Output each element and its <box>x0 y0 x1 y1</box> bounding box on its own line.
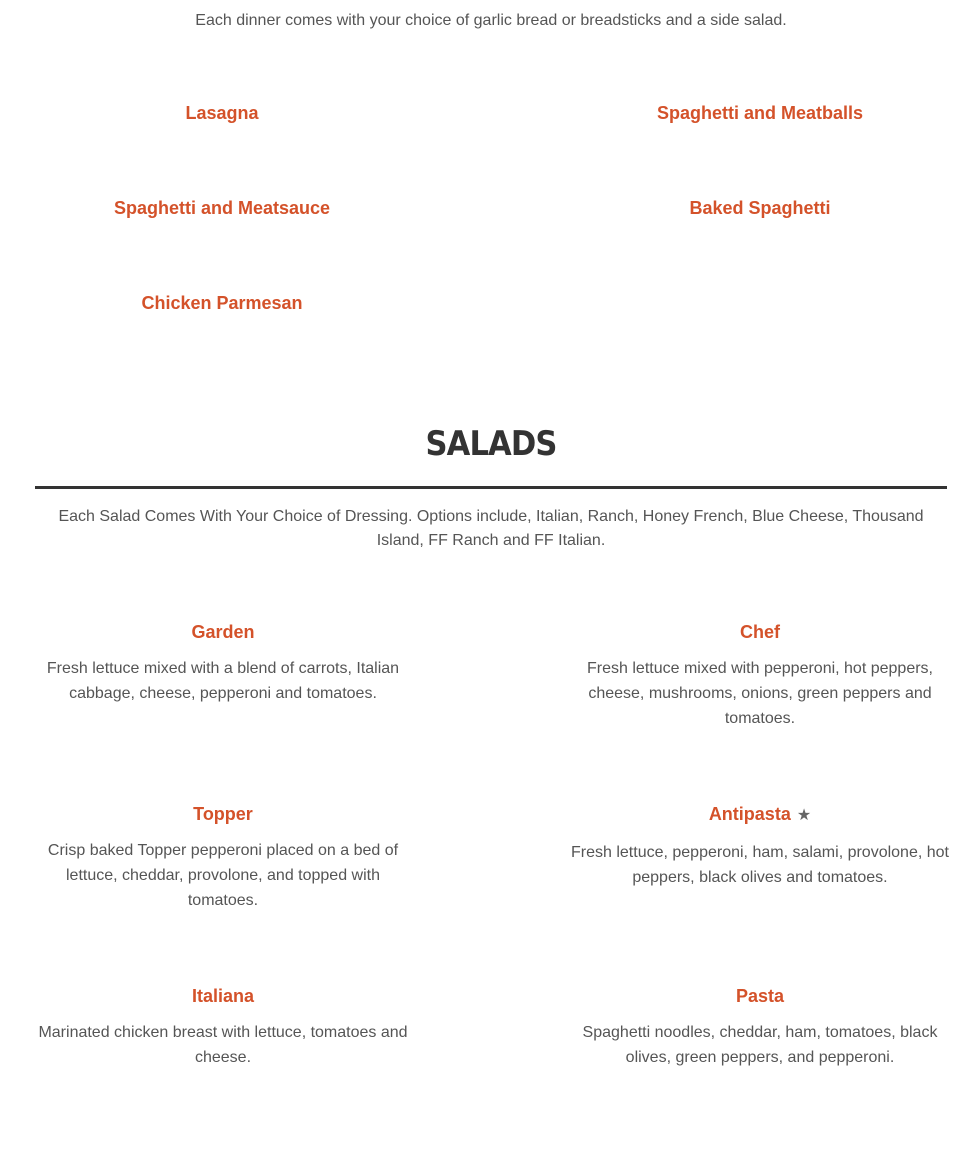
salads-section-title: SALADS <box>425 424 557 464</box>
salad-description: Crisp baked Topper pepperoni placed on a bed of lettuce, cheddar, provolone, and topped with tomatoes. <box>47 842 399 909</box>
salad-name[interactable]: Italiana <box>191 986 255 1006</box>
salad-item-garden <box>33 620 413 706</box>
salad-dressing-note: Each Salad Comes With Your Choice of Dressing. Options include, Italian, Ranch, Honey French, Blue Cheese, Thousand Island, FF Ranch and FF Italian. <box>58 508 924 549</box>
salad-description: Fresh lettuce mixed with a blend of carrots, Italian cabbage, cheese, pepperoni and tomatoes. <box>46 660 400 702</box>
salad-item-chef <box>570 620 950 731</box>
dinner-item-chicken-parmesan[interactable]: Chicken Parmesan <box>141 293 303 313</box>
salad-description: Fresh lettuce mixed with pepperoni, hot peppers, cheese, mushrooms, onions, green peppers and tomatoes. <box>587 660 933 727</box>
dinner-item-spaghetti-meatballs[interactable]: Spaghetti and Meatballs <box>656 103 864 123</box>
dinner-item-baked-spaghetti[interactable]: Baked Spaghetti <box>689 198 831 218</box>
salad-name[interactable]: Chef <box>740 622 780 642</box>
salad-name[interactable]: Pasta <box>735 986 785 1006</box>
salad-item-pasta <box>570 984 950 1070</box>
dinner-item-spaghetti-meatsauce[interactable]: Spaghetti and Meatsauce <box>113 198 331 218</box>
dinner-item-lasagna[interactable]: Lasagna <box>185 103 259 123</box>
salad-item-italiana <box>33 984 413 1070</box>
salad-description: Marinated chicken breast with lettuce, tomatoes and cheese. <box>38 1024 408 1066</box>
salad-item-antipasta <box>570 802 950 890</box>
salad-description: Spaghetti noodles, cheddar, ham, tomatoes, black olives, green peppers, and pepperoni. <box>582 1024 938 1066</box>
star-icon: ★ <box>796 807 812 824</box>
salad-name[interactable]: Antipasta <box>708 804 791 824</box>
dinners-intro: Each dinner comes with your choice of garlic bread or breadsticks and a side salad. <box>195 12 787 29</box>
salad-name-row <box>570 802 950 828</box>
salad-name[interactable]: Topper <box>193 804 253 824</box>
salad-description: Fresh lettuce, pepperoni, ham, salami, provolone, hot peppers, black olives and tomatoes. <box>571 844 949 886</box>
section-divider <box>35 486 947 489</box>
salad-item-topper <box>33 802 413 913</box>
salad-name[interactable]: Garden <box>191 622 255 642</box>
